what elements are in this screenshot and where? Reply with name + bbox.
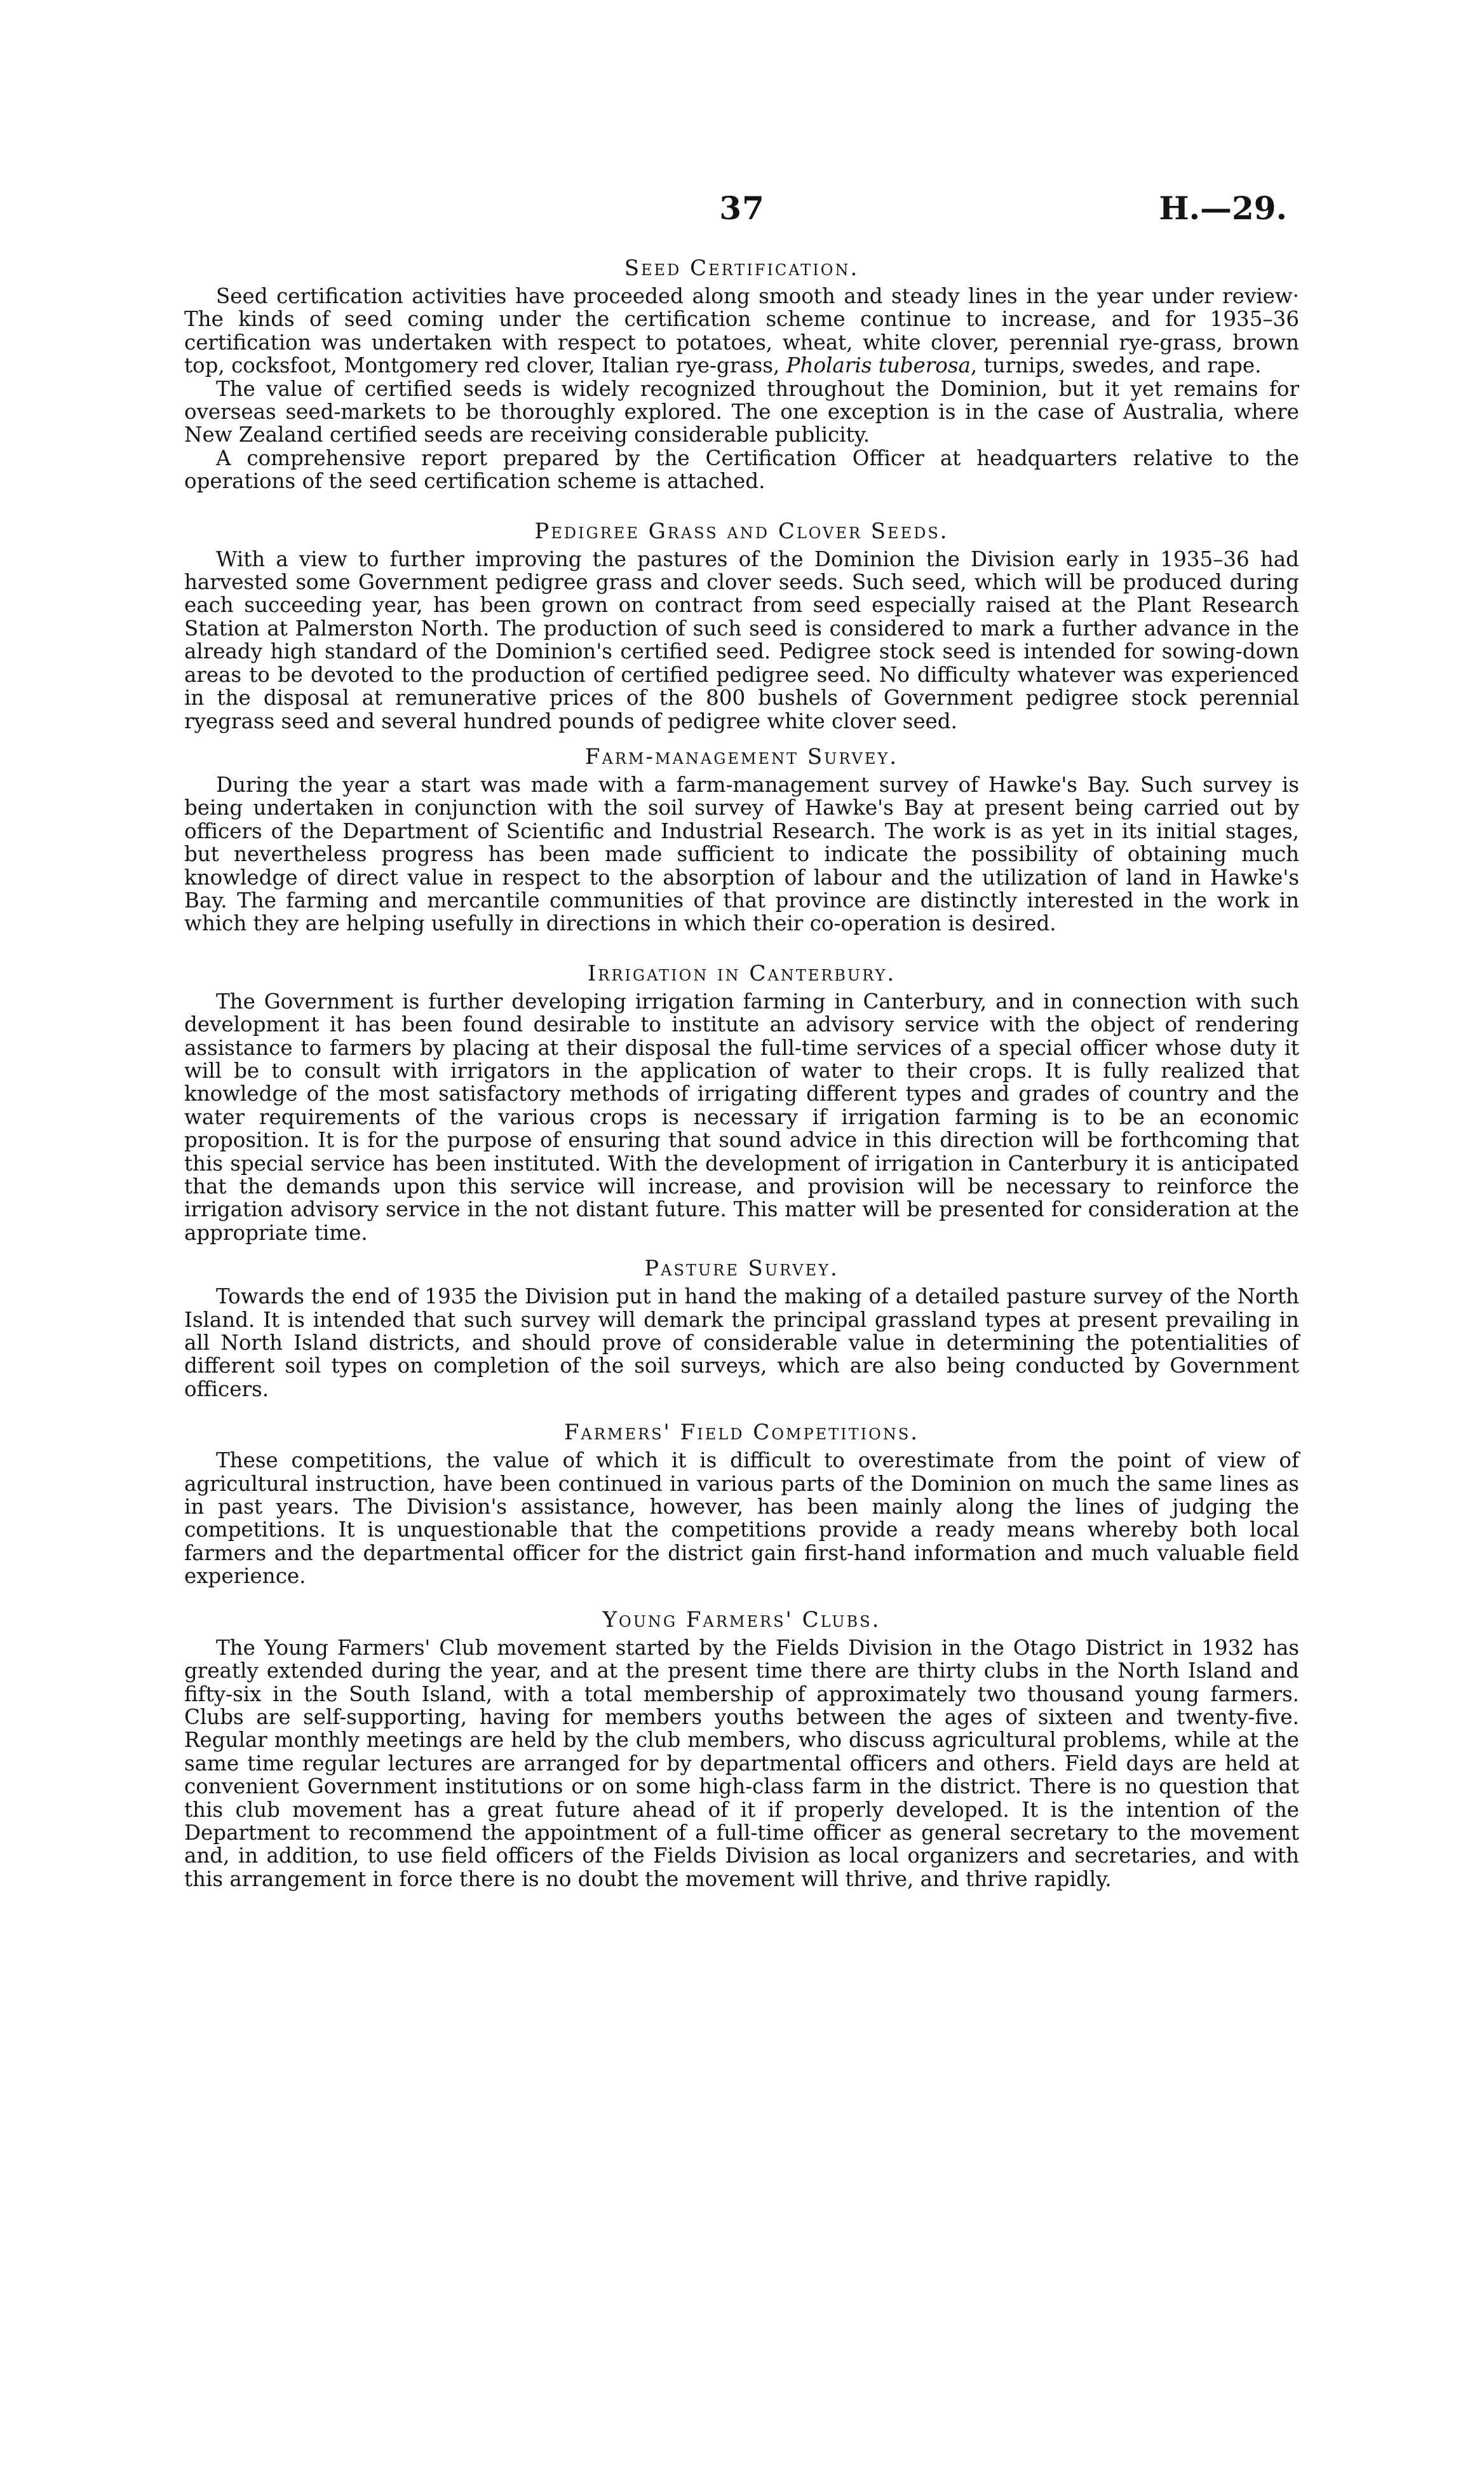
paragraph: With a view to further improving the pastures of the Dominion the Division early in 1935–36 had harvested some Government pedigree grass and clover seeds. Such seed, which will be produced during each succeeding year, has been grown on contract from seed especially raised at the Plant Research Station at Palmerston North. The production of such seed is considered to mark a further advance in the already high standard of the Dominion's certified seed. Pedigree stock seed is intended for sowing-down areas to be devoted to the production of certified pedigree seed. No difficulty whatever was experienced in the disposal at remunerative prices of the 800 bushels of Government pedigree stock perennial ryegrass seed and several hundred pounds of pedigree white clover seed. xyxy=(184,547,1299,733)
document-reference: H.—29. xyxy=(1159,189,1287,227)
paragraph: The Government is further developing irrigation farming in Canterbury, and in connection with such development it has been found desirable to institute an advisory service with the object of rendering assistance to farmers by placing at their disposal the full-time services of a special officer whose duty it will be to consult with irrigators in the application of water to their crops. It is fully realized that knowledge of the most satisfactory methods of irrigating different types and grades of country and the water requirements of the various crops is necessary if irrigation farming is to be an economic proposition. It is for the purpose of ensuring that sound advice in this direction will be forthcoming that this special service has been instituted. With the development of irrigation in Canterbury it is anticipated that the demands upon this service will increase, and provision will be necessary to reinforce the irrigation advisory service in the not distant future. This matter will be presented for consideration at the appropriate time. xyxy=(184,989,1299,1245)
section-heading: Young Farmers' Clubs. xyxy=(602,1606,881,1633)
section-pasture-survey xyxy=(184,1256,1299,1401)
section-heading: Farm-management Survey. xyxy=(584,744,899,770)
paragraph: These competitions, the value of which it is difficult to overestimate from the point of view of agricultural instruction, have been continued in various parts of the Dominion on much the same lines as in past years. The Division's assistance, however, has been mainly along the lines of judging the competitions. It is unquestionable that the competitions provide a ready means whereby both local farmers and the departmental officer for the district gain first-hand information and much valuable field experience. xyxy=(184,1448,1299,1589)
section-heading: Pasture Survey. xyxy=(644,1256,839,1282)
section-seed-certification xyxy=(184,255,1299,493)
paragraph: Towards the end of 1935 the Division put in hand the making of a detailed pasture survey of the North Island. It is intended that such survey will demark the principal grassland types at present prevailing in all North Island districts, and should prove of considerable value in determining the potentialities of different soil types on completion of the soil surveys, which are also being conducted by Government officers. xyxy=(184,1284,1299,1401)
section-farm-management-survey xyxy=(184,744,1299,935)
section-irrigation-canterbury xyxy=(184,961,1299,1244)
paragraph: The Young Farmers' Club movement started by the Fields Division in the Otago District in 1932 has greatly extended during the year, and at the present time there are thirty clubs in the North Island and fifty-six in the South Island, with a total membership of approximately two thousand young farmers. Clubs are self-supporting, having for members youths between the ages of sixteen and twenty-five. Regular monthly meetings are held by the club members, who discuss agricultural problems, while at the same time regular lectures are arranged for by departmental officers and others. Field days are held at convenient Government institutions or on some high-class farm in the district. There is no question that this club movement has a great future ahead of it if properly developed. It is the intention of the Department to recommend the appointment of a full-time officer as general secretary to the movement and, in addition, to use field officers of the Fields Division as local organizers and secretaries, and with this arrangement in force there is no doubt the movement will thrive, and thrive rapidly. xyxy=(184,1635,1299,1891)
section-heading: Seed Certification. xyxy=(624,255,860,281)
section-heading: Irrigation in Canterbury. xyxy=(587,960,896,986)
section-heading: Pedigree Grass and Clover Seeds. xyxy=(534,518,949,544)
paragraph: The value of certified seeds is widely recognized throughout the Dominion, but it yet remains for overseas seed-markets to be thoroughly explored. The one exception is in the case of Australia, where New Zealand certified seeds are receiving considerable publicity. xyxy=(184,376,1299,447)
species-name: Pholaris tuberosa xyxy=(786,353,971,378)
page-number: 37 xyxy=(719,189,765,227)
paragraph: Seed certification activities have proceeded along smooth and steady lines in the year under review· The kinds of seed coming under the certification scheme continue to increase, and for 1935–36 certification was undertaken with respect to potatoes, wheat, white clover, perennial rye-grass, brown top, cocksfoot, Montgomery red clover, Italian rye-grass, Pholaris tuberosa, turnips, swedes, and rape. xyxy=(184,284,1299,378)
section-young-farmers-clubs xyxy=(184,1607,1299,1891)
paragraph: During the year a start was made with a farm-management survey of Hawke's Bay. Such survey is being undertaken in conjunction with the soil survey of Hawke's Bay at present being carried out by officers of the Department of Scientific and Industrial Research. The work is as yet in its initial stages, but nevertheless progress has been made sufficient to indicate the possibility of obtaining much knowledge of direct value in respect to the absorption of labour and the utilization of land in Hawke's Bay. The farming and mercantile communities of that province are distinctly interested in the work in which they are helping usefully in directions in which their co-operation is desired. xyxy=(184,772,1299,936)
section-farmers-field-competitions xyxy=(184,1420,1299,1587)
section-heading: Farmers' Field Competitions. xyxy=(563,1420,920,1446)
document-body xyxy=(184,255,1299,1891)
paragraph: A comprehensive report prepared by the Certification Officer at headquarters relative to the operations of the seed certification scheme is attached. xyxy=(184,445,1299,494)
page-header xyxy=(0,189,1484,234)
section-pedigree-grass-clover-seeds xyxy=(184,519,1299,733)
